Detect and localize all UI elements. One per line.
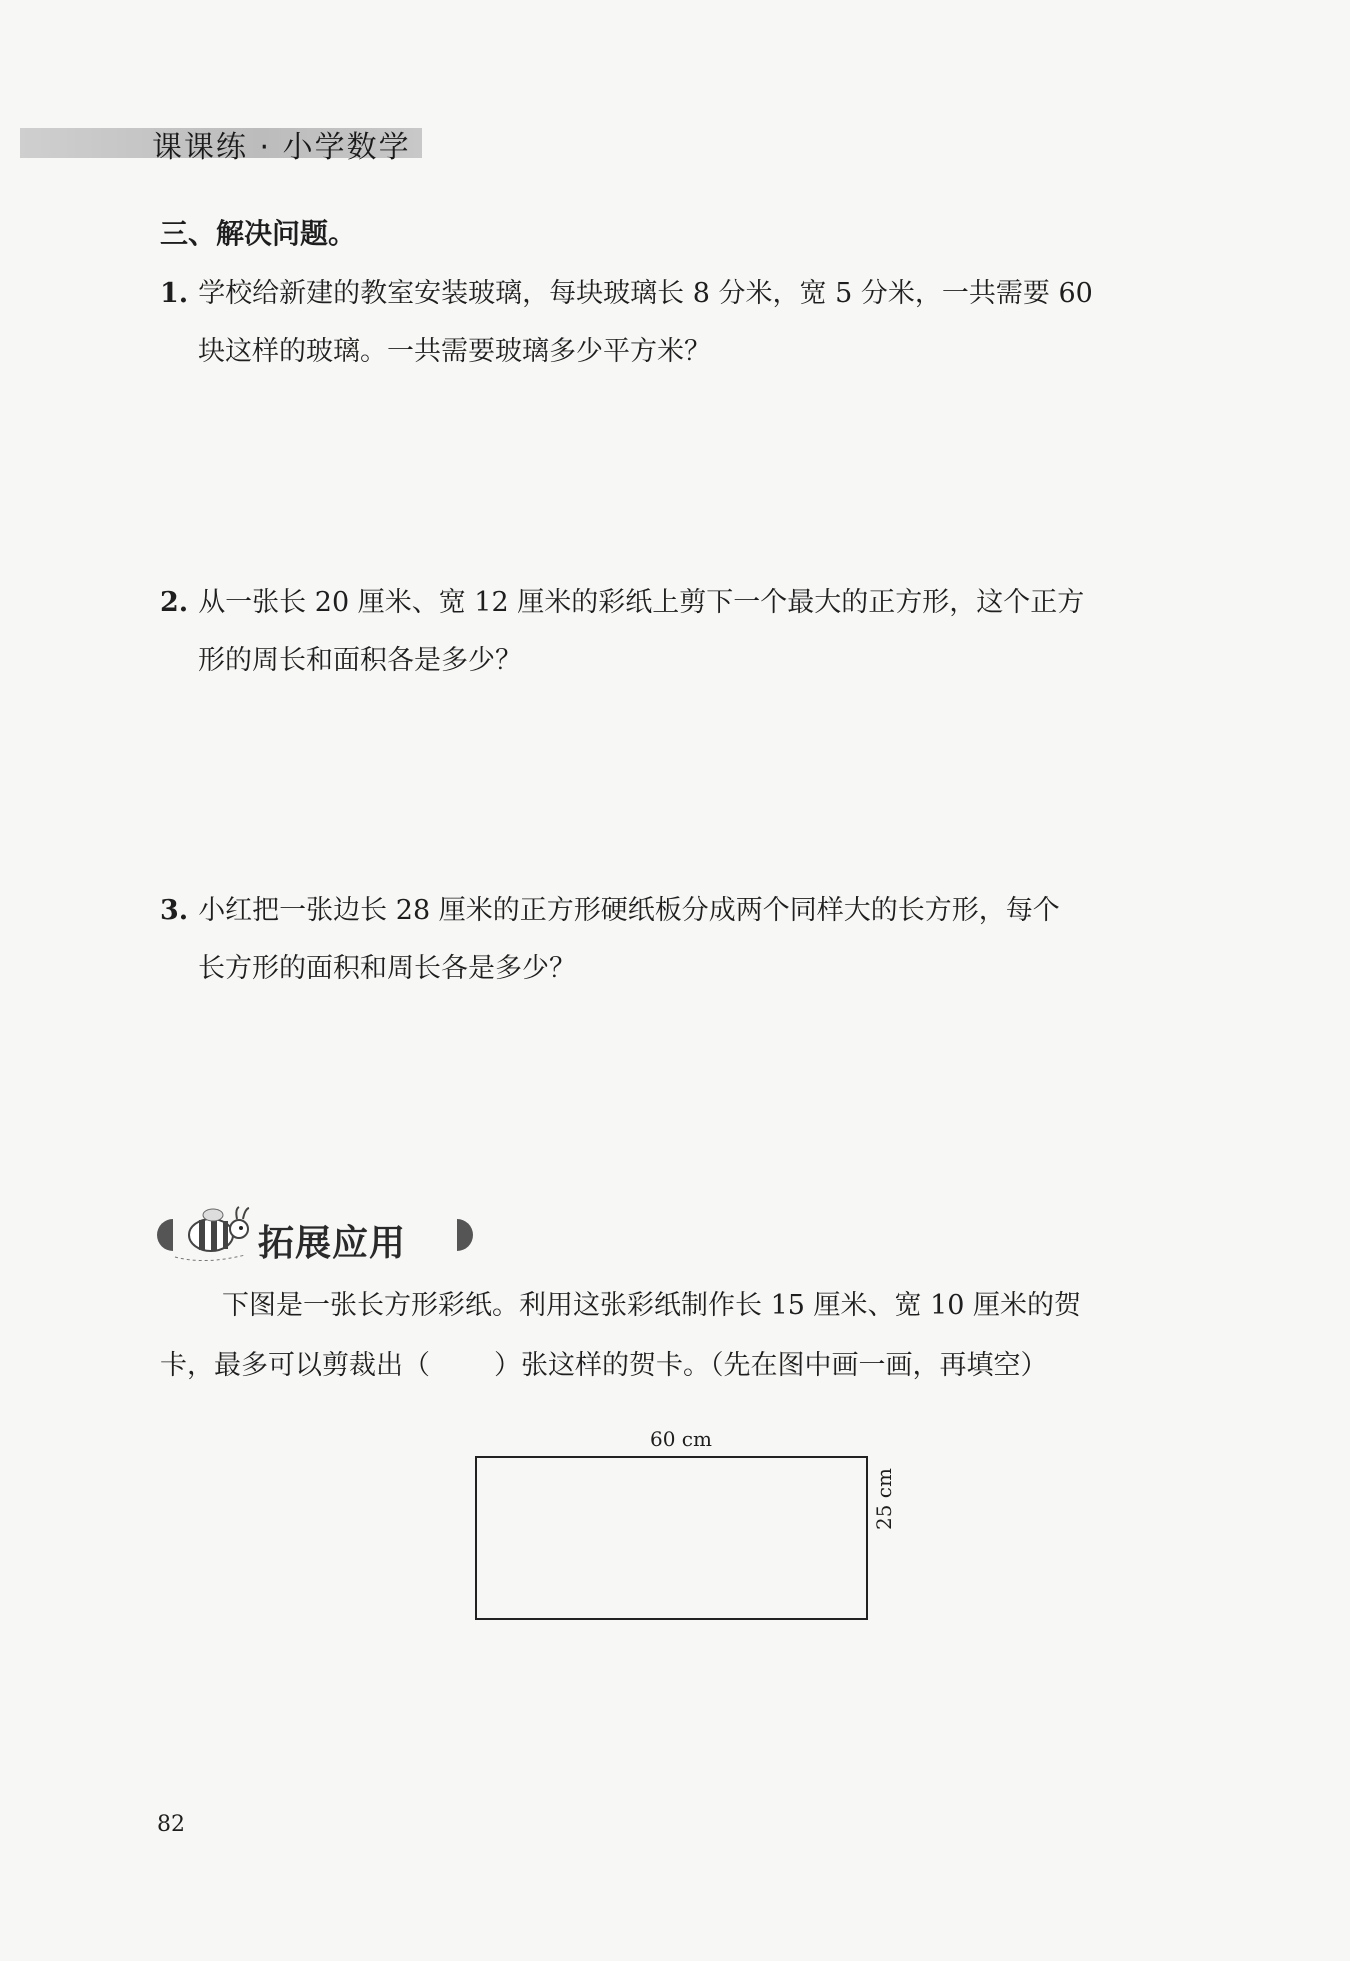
page-number: 82	[157, 1812, 185, 1837]
problem-text-continued: 长方形的面积和周长各是多少？	[198, 953, 576, 984]
problem-1	[160, 265, 1220, 381]
problem-text: 学校给新建的教室安装玻璃，每块玻璃长 8 分米，宽 5 分米，一共需要 60	[198, 278, 1093, 309]
problem-text-continued: 形的周长和面积各是多少？	[198, 645, 522, 676]
extension-title: 拓展应用	[258, 1223, 407, 1264]
section-heading: 三、解决问题。	[160, 217, 357, 250]
problem-number: 1.	[160, 278, 189, 309]
extension-text: 下图是一张长方形彩纸。利用这张彩纸制作长 15 厘米、宽 10 厘米的贺	[222, 1290, 1082, 1321]
problem-text: 小红把一张边长 28 厘米的正方形硬纸板分成两个同样大的长方形，每个	[198, 895, 1060, 926]
extension-text: ）张这样的贺卡。（先在图中画一画，再填空）	[494, 1350, 1048, 1381]
problem-text: 从一张长 20 厘米、宽 12 厘米的彩纸上剪下一个最大的正方形，这个正方	[198, 587, 1085, 618]
problem-3	[160, 882, 1220, 998]
width-label: 60 cm	[650, 1427, 712, 1451]
problem-2	[160, 574, 1220, 690]
problem-text-continued: 块这样的玻璃。一共需要玻璃多少平方米？	[198, 336, 711, 367]
height-label: 25 cm	[872, 1468, 896, 1530]
paper-rectangle[interactable]	[475, 1456, 868, 1620]
problem-number: 2.	[160, 587, 189, 618]
extension-problem	[160, 1276, 1230, 1396]
extension-text: 卡，最多可以剪裁出（	[160, 1350, 430, 1381]
problem-number: 3.	[160, 895, 189, 926]
page-header-title: 课课练 · 小学数学	[152, 130, 411, 165]
